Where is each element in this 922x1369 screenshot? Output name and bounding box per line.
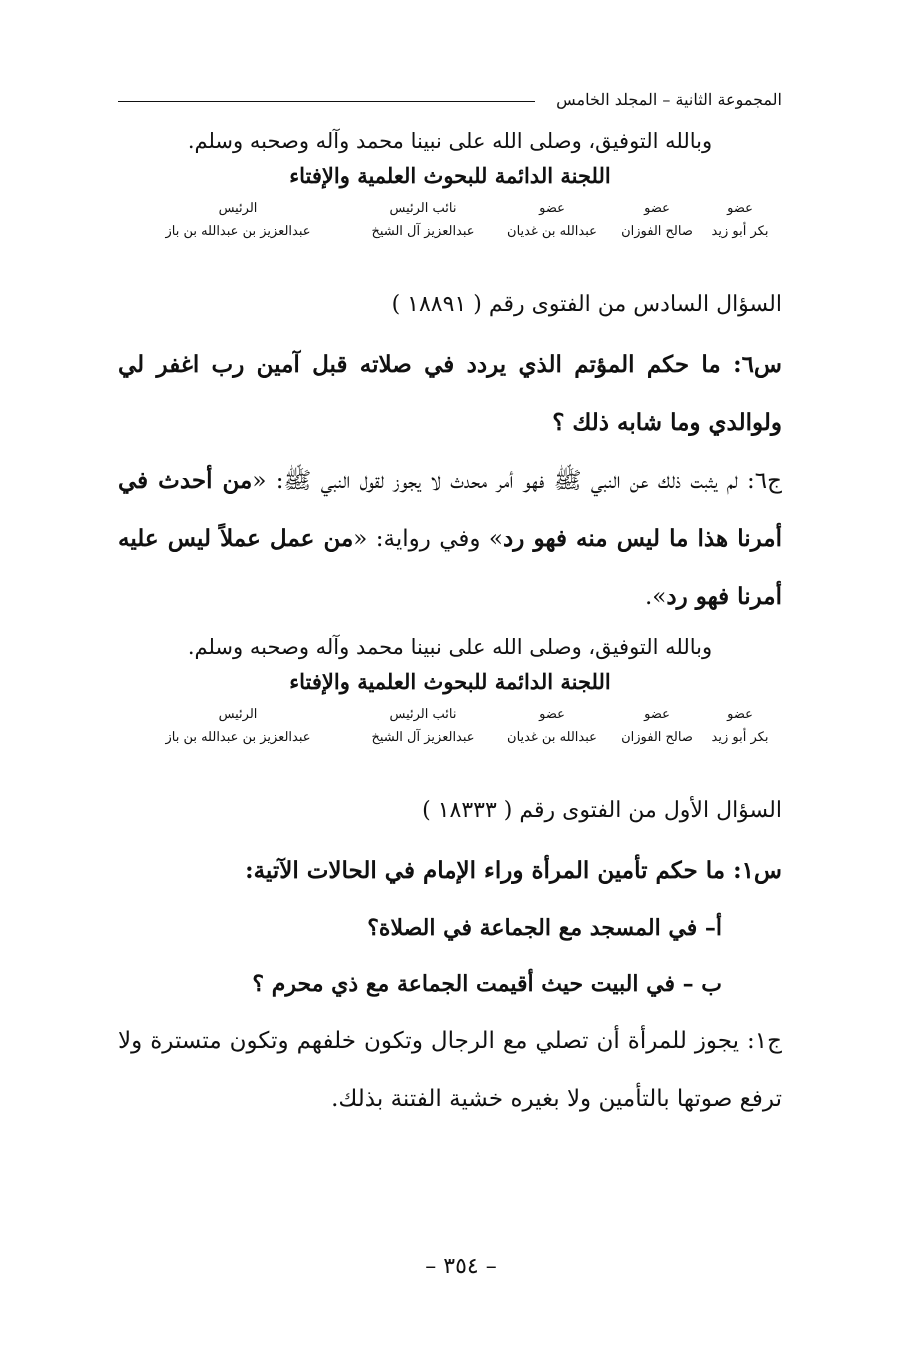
signatory-role: عضو: [644, 201, 670, 216]
signatory-name: عبدالعزيز آل الشيخ: [371, 730, 475, 745]
signatory-name: صالح الفوزان: [621, 224, 693, 239]
closing-formula: وبالله التوفيق، وصلى الله على نبينا محمد وآله وصحبه وسلم.: [187, 129, 713, 153]
signatory-role: نائب الرئيس: [389, 707, 457, 722]
running-header: [118, 88, 782, 120]
answer-segment: ج٦: لم يثبت ذلك عن النبي ﷺ فهو أمر محدث لا يجوز لقول النبي ﷺ: «: [252, 468, 783, 494]
question-text: س١: ما حكم تأمين المرأة وراء الإمام في الحالات الآتية:: [245, 857, 782, 884]
page-number: – ٣٥٤ –: [425, 1254, 497, 1279]
signatory-role: عضو: [539, 201, 565, 216]
committee-name: اللجنة الدائمة للبحوث العلمية والإفتاء: [289, 163, 611, 188]
question-text: س٦: ما حكم المؤتم الذي يردد في صلاته قبل آمين رب اغفر لي ولوالدي وما شابه ذلك ؟: [118, 351, 782, 436]
signatory-role: عضو: [727, 707, 753, 722]
signatory-name: عبدالعزيز بن عبدالله بن باز: [165, 730, 311, 745]
signatory-name: عبدالعزيز بن عبدالله بن باز: [165, 224, 311, 239]
signatory-name: بكر أبو زيد: [711, 730, 769, 745]
document-page: [118, 88, 782, 1328]
signatory-name: بكر أبو زيد: [711, 224, 769, 239]
signatories-block: [118, 198, 782, 244]
signatory-role: عضو: [539, 707, 565, 722]
committee-name: اللجنة الدائمة للبحوث العلمية والإفتاء: [289, 669, 611, 694]
answer-segment: » وفي رواية: «: [353, 526, 504, 552]
signatories-block: [118, 704, 782, 750]
question-title: السؤال السادس من الفتوى رقم ( ١٨٨٩١ ): [391, 292, 782, 317]
question-item: ب – في البيت حيث أقيمت الجماعة مع ذي محرم ؟: [252, 971, 722, 997]
question-item: أ– في المسجد مع الجماعة في الصلاة؟: [367, 915, 722, 941]
answer-text: ج١: يجوز للمرأة أن تصلي مع الرجال وتكون خلفهم وتكون متسترة ولا ترفع صوتها بالتأمين ولا بغيره خشية الفتنة بذلك.: [118, 1028, 782, 1112]
answer-text: [118, 452, 782, 626]
signatory-name: عبدالعزيز آل الشيخ: [371, 224, 475, 239]
signatory-role: عضو: [727, 201, 753, 216]
closing-formula: وبالله التوفيق، وصلى الله على نبينا محمد وآله وصحبه وسلم.: [187, 635, 713, 659]
signatory-role: نائب الرئيس: [389, 201, 457, 216]
signatory-name: عبدالله بن غديان: [507, 730, 597, 745]
question-title: السؤال الأول من الفتوى رقم ( ١٨٣٣٣ ): [422, 798, 782, 823]
signatory-name: صالح الفوزان: [621, 730, 693, 745]
answer-segment: ».: [644, 584, 667, 610]
signatory-name: عبدالله بن غديان: [507, 224, 597, 239]
signatory-role: عضو: [644, 707, 670, 722]
hadith-quote: من عمل عملاً ليس عليه أمرنا فهو رد: [118, 525, 782, 610]
signatory-role: الرئيس: [218, 201, 258, 216]
signatory-role: الرئيس: [218, 707, 258, 722]
header-rule: [118, 101, 535, 102]
running-title: المجموعة الثانية – المجلد الخامس: [556, 90, 782, 109]
hadith-quote: من أحدث في أمرنا هذا ما ليس منه فهو رد: [118, 467, 783, 552]
